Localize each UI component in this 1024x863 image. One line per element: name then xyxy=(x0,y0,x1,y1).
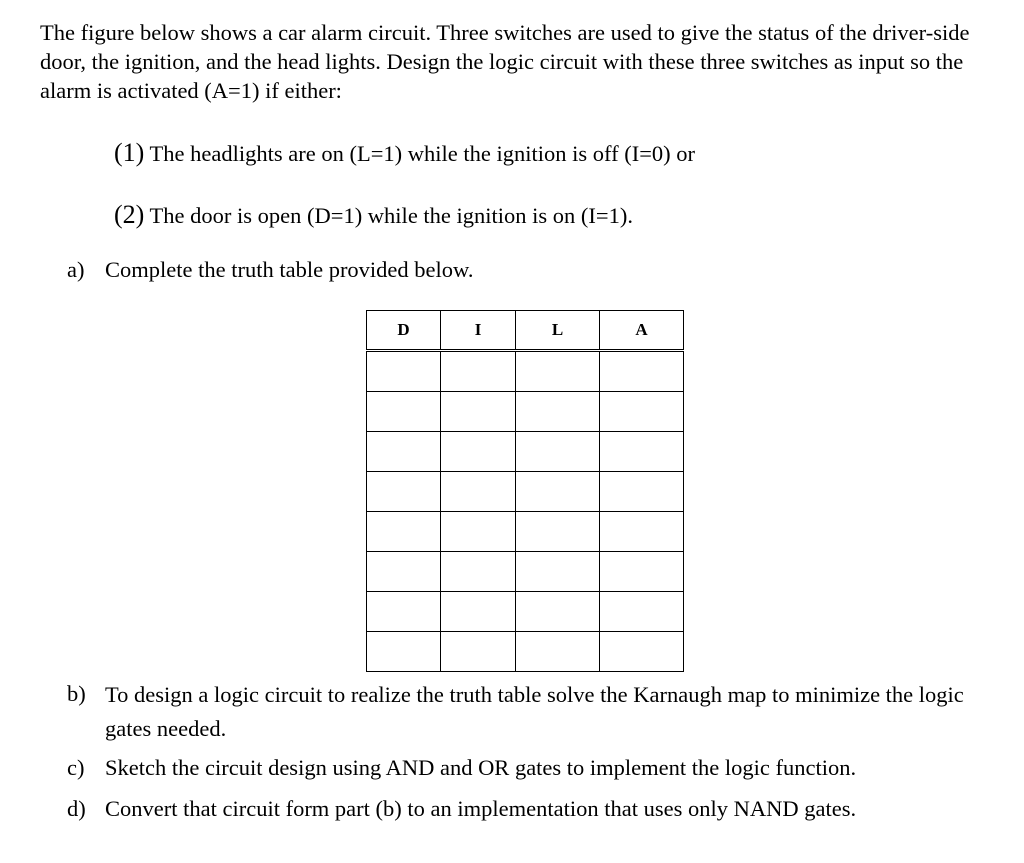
condition-2 xyxy=(114,200,633,230)
table-cell[interactable] xyxy=(441,512,516,552)
table-cell[interactable] xyxy=(367,632,441,672)
condition-1 xyxy=(114,138,695,168)
table-cell[interactable] xyxy=(367,432,441,472)
question-c-label: c) xyxy=(67,755,85,780)
table-cell[interactable] xyxy=(600,392,684,432)
table-row xyxy=(367,512,684,552)
table-cell[interactable] xyxy=(516,392,600,432)
table-cell[interactable] xyxy=(600,472,684,512)
table-cell[interactable] xyxy=(367,552,441,592)
table-row xyxy=(367,432,684,472)
table-cell[interactable] xyxy=(441,552,516,592)
table-cell[interactable] xyxy=(600,432,684,472)
question-d-label: d) xyxy=(67,796,86,821)
question-b-text: To design a logic circuit to realize the truth table solve the Karnaugh map to minimize the logic gates needed. xyxy=(105,682,964,741)
table-row xyxy=(367,472,684,512)
header-l: L xyxy=(516,311,600,351)
table-cell[interactable] xyxy=(516,632,600,672)
table-cell[interactable] xyxy=(600,632,684,672)
question-a-text: Complete the truth table provided below. xyxy=(105,257,474,282)
table-cell[interactable] xyxy=(516,351,600,392)
table-cell[interactable] xyxy=(516,552,600,592)
table-cell[interactable] xyxy=(367,512,441,552)
table-row xyxy=(367,392,684,432)
table-cell[interactable] xyxy=(441,432,516,472)
table-cell[interactable] xyxy=(516,592,600,632)
condition-2-text: The door is open (D=1) while the ignition is on (I=1). xyxy=(144,203,633,228)
table-cell[interactable] xyxy=(367,592,441,632)
table-cell[interactable] xyxy=(516,432,600,472)
table-cell[interactable] xyxy=(367,392,441,432)
table-cell[interactable] xyxy=(600,552,684,592)
truth-table-header-row xyxy=(367,311,684,351)
question-c-text: Sketch the circuit design using AND and OR gates to implement the logic function. xyxy=(105,755,857,780)
table-cell[interactable] xyxy=(516,472,600,512)
table-row xyxy=(367,351,684,392)
table-cell[interactable] xyxy=(441,351,516,392)
table-cell[interactable] xyxy=(367,472,441,512)
table-row xyxy=(367,592,684,632)
table-row xyxy=(367,552,684,592)
table-cell[interactable] xyxy=(600,351,684,392)
question-a-label: a) xyxy=(67,257,85,282)
question-b-label: b) xyxy=(67,681,86,706)
table-cell[interactable] xyxy=(600,512,684,552)
header-i: I xyxy=(441,311,516,351)
table-cell[interactable] xyxy=(600,592,684,632)
condition-1-number: (1) xyxy=(114,138,145,167)
table-row xyxy=(367,632,684,672)
header-d: D xyxy=(367,311,441,351)
table-cell[interactable] xyxy=(441,632,516,672)
header-a: A xyxy=(600,311,684,351)
table-cell[interactable] xyxy=(441,472,516,512)
table-cell[interactable] xyxy=(367,351,441,392)
table-cell[interactable] xyxy=(441,592,516,632)
problem-intro: The figure below shows a car alarm circuit. Three switches are used to give the status of the driver-side door, the ignition, and the head lights. Design the logic circuit with these three switches as input so the alarm is activated (A=1) if either: xyxy=(40,20,970,103)
question-d-text: Convert that circuit form part (b) to an implementation that uses only NAND gates. xyxy=(105,796,857,821)
truth-table xyxy=(366,310,684,672)
condition-1-text: The headlights are on (L=1) while the ignition is off (I=0) or xyxy=(144,141,695,166)
table-cell[interactable] xyxy=(441,392,516,432)
condition-2-number: (2) xyxy=(114,200,145,229)
table-cell[interactable] xyxy=(516,512,600,552)
